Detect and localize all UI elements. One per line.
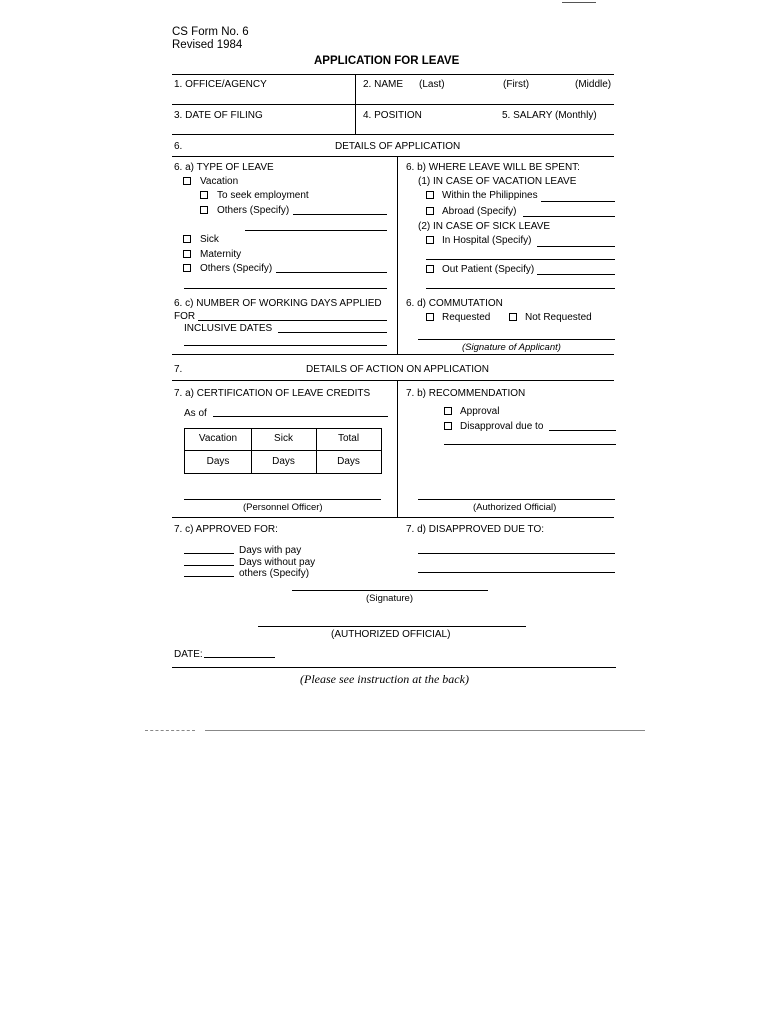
personnel-officer-label: (Personnel Officer) (243, 502, 323, 513)
disapproval-reason-field[interactable] (549, 430, 616, 431)
name-middle-label: (Middle) (575, 79, 612, 90)
date-of-filing-label: 3. DATE OF FILING (174, 110, 263, 121)
divider (172, 134, 614, 135)
divider (172, 74, 614, 75)
section-7-title: DETAILS OF ACTION ON APPLICATION (306, 364, 489, 375)
leave-credits-table (184, 428, 382, 474)
sick-label: Sick (200, 234, 219, 245)
signature-label: (Signature) (366, 593, 413, 604)
not-requested-label: Not Requested (525, 312, 592, 323)
inclusive-dates-field-line2[interactable] (184, 345, 387, 346)
vacation-case-label: (1) IN CASE OF VACATION LEAVE (418, 176, 577, 187)
divider (397, 156, 398, 354)
abroad-field[interactable] (523, 216, 615, 217)
as-of-label: As of (184, 408, 207, 419)
approval-checkbox[interactable] (444, 407, 452, 415)
name-last-label: (Last) (419, 79, 445, 90)
hospital-field[interactable] (537, 246, 615, 247)
table-header-total: Total (337, 433, 360, 444)
position-label: 4. POSITION (363, 110, 422, 121)
disapproval-reason-field-line2[interactable] (444, 444, 616, 445)
out-patient-label: Out Patient (Specify) (442, 264, 535, 275)
signature-field[interactable] (292, 590, 488, 591)
approved-for-label: 7. c) APPROVED FOR: (174, 524, 278, 535)
disapproved-reason-field[interactable] (418, 553, 615, 554)
sick-others-field[interactable] (276, 272, 387, 273)
leave-credits-label: 7. a) CERTIFICATION OF LEAVE CREDITS (174, 388, 371, 399)
divider (172, 354, 614, 355)
within-philippines-field[interactable] (541, 201, 615, 202)
out-patient-field[interactable] (537, 274, 615, 275)
vacation-label: Vacation (200, 176, 239, 187)
table-divider (185, 450, 381, 451)
sick-others-label: Others (Specify) (200, 263, 273, 274)
divider (172, 517, 614, 518)
requested-label: Requested (442, 312, 491, 323)
salary-label: 5. SALARY (Monthly) (502, 110, 597, 121)
within-philippines-label: Within the Philippines (442, 190, 538, 201)
section-7-number: 7. (174, 364, 183, 375)
divider (397, 380, 398, 517)
working-days-field[interactable] (198, 320, 387, 321)
maternity-checkbox[interactable] (183, 250, 191, 258)
days-without-pay-label: Days without pay (239, 557, 316, 568)
cut-line (205, 730, 645, 731)
working-days-for-label: FOR (174, 311, 196, 322)
disapproval-label: Disapproval due to (460, 421, 544, 432)
abroad-label: Abroad (Specify) (442, 206, 517, 217)
vacation-others-field[interactable] (293, 214, 387, 215)
section-6-number: 6. (174, 141, 183, 152)
out-patient-checkbox[interactable] (426, 265, 434, 273)
requested-checkbox[interactable] (426, 313, 434, 321)
footer-note: (Please see instruction at the back) (300, 672, 469, 686)
days-with-pay-field[interactable] (184, 553, 234, 554)
others-field[interactable] (184, 576, 234, 577)
form-revision: Revised 1984 (172, 39, 243, 51)
sick-others-field-line2[interactable] (184, 288, 387, 289)
final-authorized-official-label: (AUTHORIZED OFFICIAL) (331, 629, 451, 640)
where-leave-spent-label: 6. b) WHERE LEAVE WILL BE SPENT: (406, 162, 580, 173)
authorized-official-signature-field[interactable] (418, 499, 615, 500)
table-header-vacation: Vacation (198, 433, 238, 444)
hospital-field-line2[interactable] (426, 259, 615, 260)
days-with-pay-label: Days with pay (239, 545, 302, 556)
sick-checkbox[interactable] (183, 235, 191, 243)
seek-employment-checkbox[interactable] (200, 191, 208, 199)
type-of-leave-label: 6. a) TYPE OF LEAVE (174, 162, 274, 173)
name-first-label: (First) (503, 79, 530, 90)
divider (172, 156, 614, 157)
approval-label: Approval (460, 406, 500, 417)
personnel-officer-signature-field[interactable] (184, 499, 381, 500)
cut-line (145, 730, 195, 731)
scan-mark (562, 2, 596, 3)
final-authorized-official-field[interactable] (258, 626, 526, 627)
table-cell-vacation-days: Days (206, 456, 230, 467)
hospital-label: In Hospital (Specify) (442, 235, 532, 246)
form-number: CS Form No. 6 (172, 26, 249, 38)
vacation-others-label: Others (Specify) (217, 205, 290, 216)
within-philippines-checkbox[interactable] (426, 191, 434, 199)
table-cell-total-days: Days (337, 456, 360, 467)
table-header-sick: Sick (274, 433, 293, 444)
section-6-title: DETAILS OF APPLICATION (335, 141, 461, 152)
office-agency-label: 1. OFFICE/AGENCY (174, 79, 267, 90)
inclusive-dates-field[interactable] (278, 332, 387, 333)
out-patient-field-line2[interactable] (426, 288, 615, 289)
disapproved-reason-field-line2[interactable] (418, 572, 615, 573)
maternity-label: Maternity (200, 249, 242, 260)
not-requested-checkbox[interactable] (509, 313, 517, 321)
name-label: 2. NAME (363, 79, 404, 90)
others-label: others (Specify) (239, 568, 310, 579)
divider (172, 380, 614, 381)
as-of-field[interactable] (213, 416, 388, 417)
date-label: DATE: (174, 649, 203, 660)
disapproval-checkbox[interactable] (444, 422, 452, 430)
sick-others-checkbox[interactable] (183, 264, 191, 272)
days-without-pay-field[interactable] (184, 565, 234, 566)
working-days-label: 6. c) NUMBER OF WORKING DAYS APPLIED (174, 298, 382, 309)
divider (172, 667, 616, 668)
hospital-checkbox[interactable] (426, 236, 434, 244)
sick-case-label: (2) IN CASE OF SICK LEAVE (418, 221, 551, 232)
vacation-others-field-line2[interactable] (245, 230, 387, 231)
inclusive-dates-label: INCLUSIVE DATES (184, 323, 273, 334)
authorized-official-label: (Authorized Official) (473, 502, 557, 513)
date-field[interactable] (204, 657, 275, 658)
commutation-label: 6. d) COMMUTATION (406, 298, 503, 309)
disapproved-due-to-label: 7. d) DISAPPROVED DUE TO: (406, 524, 545, 535)
abroad-checkbox[interactable] (426, 207, 434, 215)
vacation-others-checkbox[interactable] (200, 206, 208, 214)
form-title: APPLICATION FOR LEAVE (314, 55, 460, 67)
vacation-checkbox[interactable] (183, 177, 191, 185)
divider (172, 104, 614, 105)
recommendation-label: 7. b) RECOMMENDATION (406, 388, 526, 399)
seek-employment-label: To seek employment (217, 190, 309, 201)
table-cell-sick-days: Days (272, 456, 295, 467)
applicant-signature-label: (Signature of Applicant) (462, 342, 561, 353)
applicant-signature-field[interactable] (418, 339, 615, 340)
